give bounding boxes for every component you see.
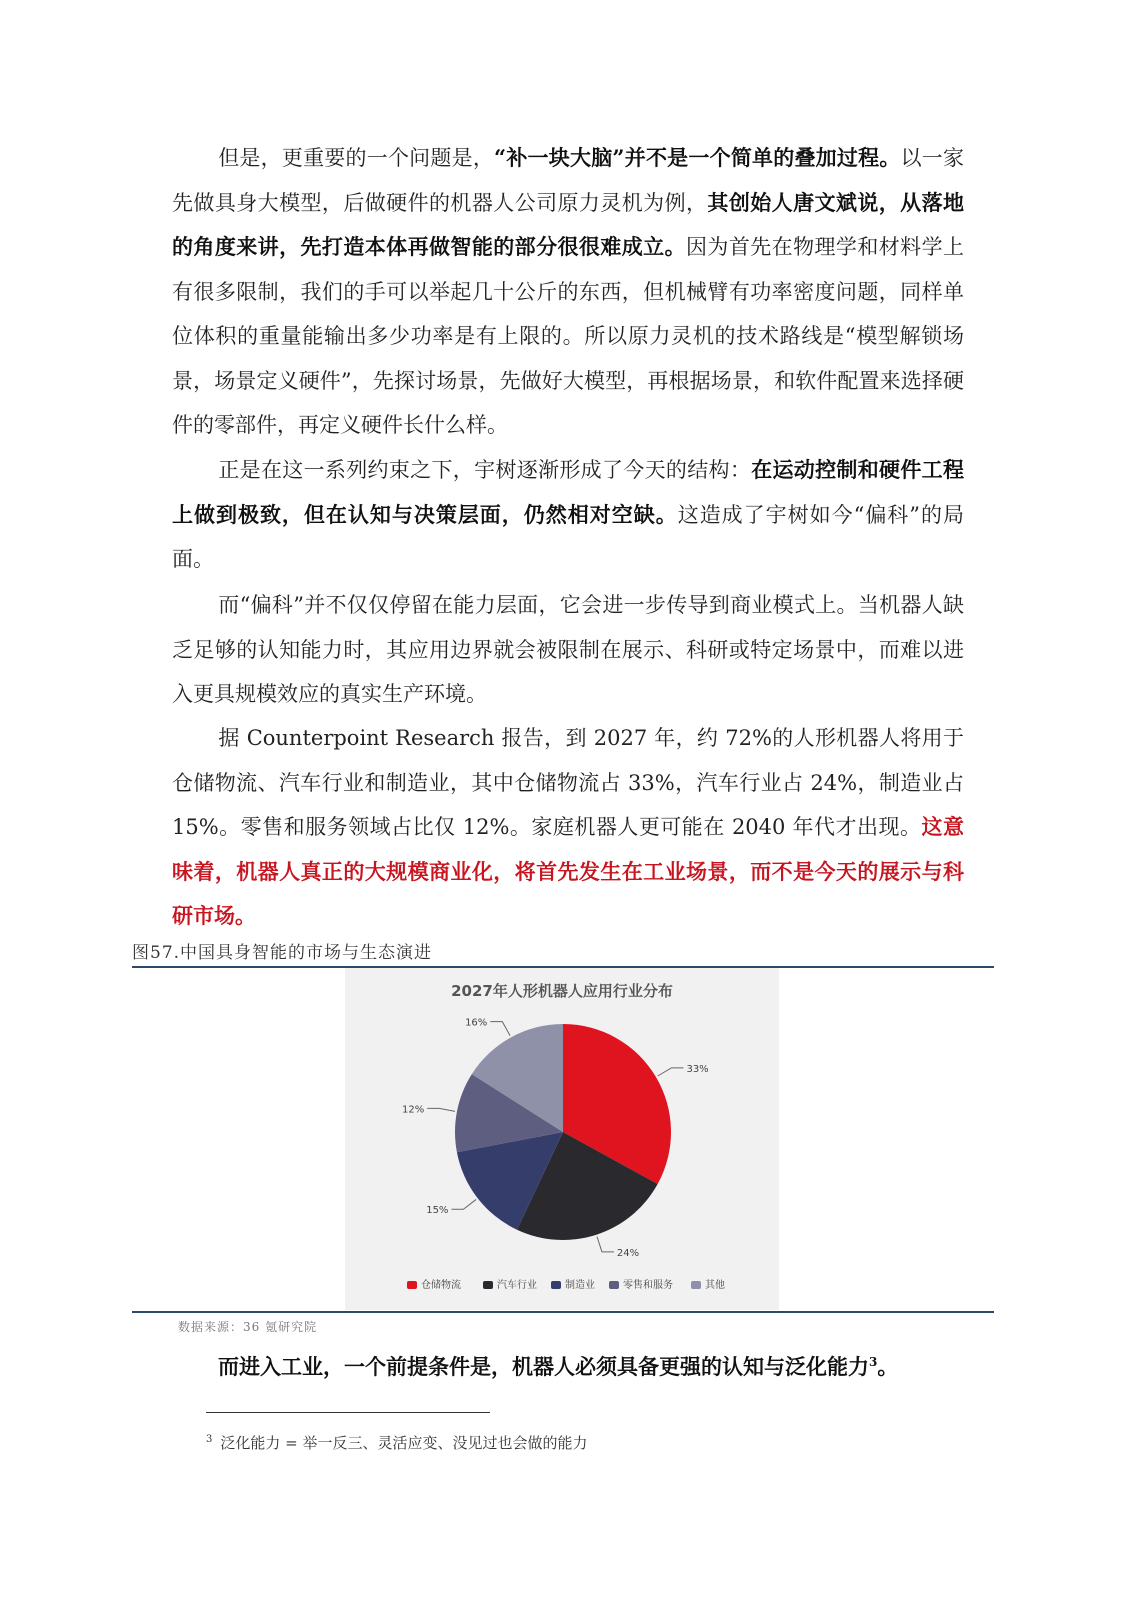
legend-label-2: 汽车行业 (497, 1280, 537, 1291)
slice-label-2: 24% (616, 1247, 640, 1259)
closing-period: 。 (877, 1354, 899, 1379)
p1-text-e: 因为首先在物理学和材料学上有很多限制，我们的手可以举起几十公斤的东西，但机械臂有功率密度问题，同样单位体积的重量能输出多少功率是有上限的。所以原力灵机的技术路线是“模型解锁场景，场景定义硬件”，先探讨场景，先做好大模型，再根据场景，和软件配置来选择硬件的零部件，再定义硬件长什么样。 (172, 235, 964, 437)
slice-label-1: 33% (686, 1063, 709, 1075)
footnote-text: 泛化能力 = 举一反三、灵活应变、没见过也会做的能力 (220, 1434, 588, 1452)
legend-swatch-2 (483, 1281, 493, 1289)
legend-label-1: 仓储物流 (421, 1280, 461, 1291)
chart-title: 2027年人形机器人应用行业分布 (451, 982, 673, 1000)
legend-swatch-4 (609, 1281, 619, 1289)
closing-sentence (218, 1351, 898, 1381)
legend-swatch-5 (691, 1281, 701, 1289)
paragraph-2 (172, 448, 964, 582)
paragraph-1 (172, 136, 964, 448)
closing-text: 而进入工业，一个前提条件是，机器人必须具备更强的认知与泛化能力 (218, 1354, 869, 1379)
slice-leader-line-4 (427, 1108, 455, 1111)
legend-swatch-3 (551, 1281, 561, 1289)
legend-label-4: 零售和服务 (623, 1280, 673, 1291)
p4-red-b: 这意味着，机器人真正的大规模商业化，将首先发生在工业场景，而不是今天的展示与科研市场。 (172, 814, 964, 928)
slice-label-4: 12% (401, 1104, 425, 1116)
legend-swatch-1 (407, 1281, 417, 1289)
footnote-ref: 3 (869, 1355, 878, 1369)
figure-bottom-rule (132, 1311, 994, 1313)
slice-label-3: 15% (426, 1205, 449, 1217)
p2-text-a: 正是在这一系列约束之下，宇树逐渐形成了今天的结构： (218, 458, 752, 482)
p1-bold-b: “补一块大脑”并不是一个简单的叠加过程。 (494, 145, 901, 170)
footnote (206, 1432, 587, 1453)
slice-leader-line-5 (490, 1022, 510, 1036)
paragraph-4 (172, 716, 964, 939)
paragraph-3 (172, 583, 964, 717)
slice-leader-line-1 (658, 1068, 684, 1076)
p3-text-a: 而“偏科”并不仅仅停留在能力层面，它会进一步传导到商业模式上。当机器人缺乏足够的认知能力时，其应用边界就会被限制在展示、科研或特定场景中，而难以进入更具规模效应的真实生产环境。 (172, 593, 964, 706)
p2-text-c: 这造成了宇树如今“偏科”的局面。 (172, 502, 964, 571)
footnote-mark: 3 (206, 1434, 213, 1445)
p1-bold-d: 其创始人唐文斌说，从落地的角度来讲，先打造本体再做智能的部分很很难成立。 (172, 189, 965, 259)
pie-chart (345, 968, 779, 1310)
legend-label-5: 其他 (705, 1280, 725, 1291)
p1-text-a: 但是，更重要的一个问题是， (218, 146, 495, 170)
legend-label-3: 制造业 (565, 1280, 595, 1291)
p2-bold-b: 在运动控制和硬件工程上做到极致，但在认知与决策层面，仍然相对空缺。 (172, 457, 964, 527)
p4-text-a: 据 Counterpoint Research 报告，到 2027 年，约 72%的人形机器人将用于仓储物流、汽车行业和制造业，其中仓储物流占 33%，汽车行业占 24%，制造业占 15%。零售和服务领域占比仅 12%。家庭机器人更可能在 2040 年代才出现。 (172, 726, 964, 839)
slice-label-5: 16% (465, 1017, 488, 1029)
slice-leader-line-2 (597, 1237, 614, 1252)
slice-leader-line-3 (451, 1199, 476, 1209)
p1-text-c: 以一家先做具身大模型，后做硬件的机器人公司原力灵机为例， (172, 146, 964, 215)
pie-chart-panel (345, 968, 779, 1310)
footnote-rule (206, 1412, 490, 1413)
figure-caption: 图57.中国具身智能的市场与生态演进 (132, 943, 433, 963)
data-source: 数据来源：36 氪研究院 (178, 1320, 318, 1334)
